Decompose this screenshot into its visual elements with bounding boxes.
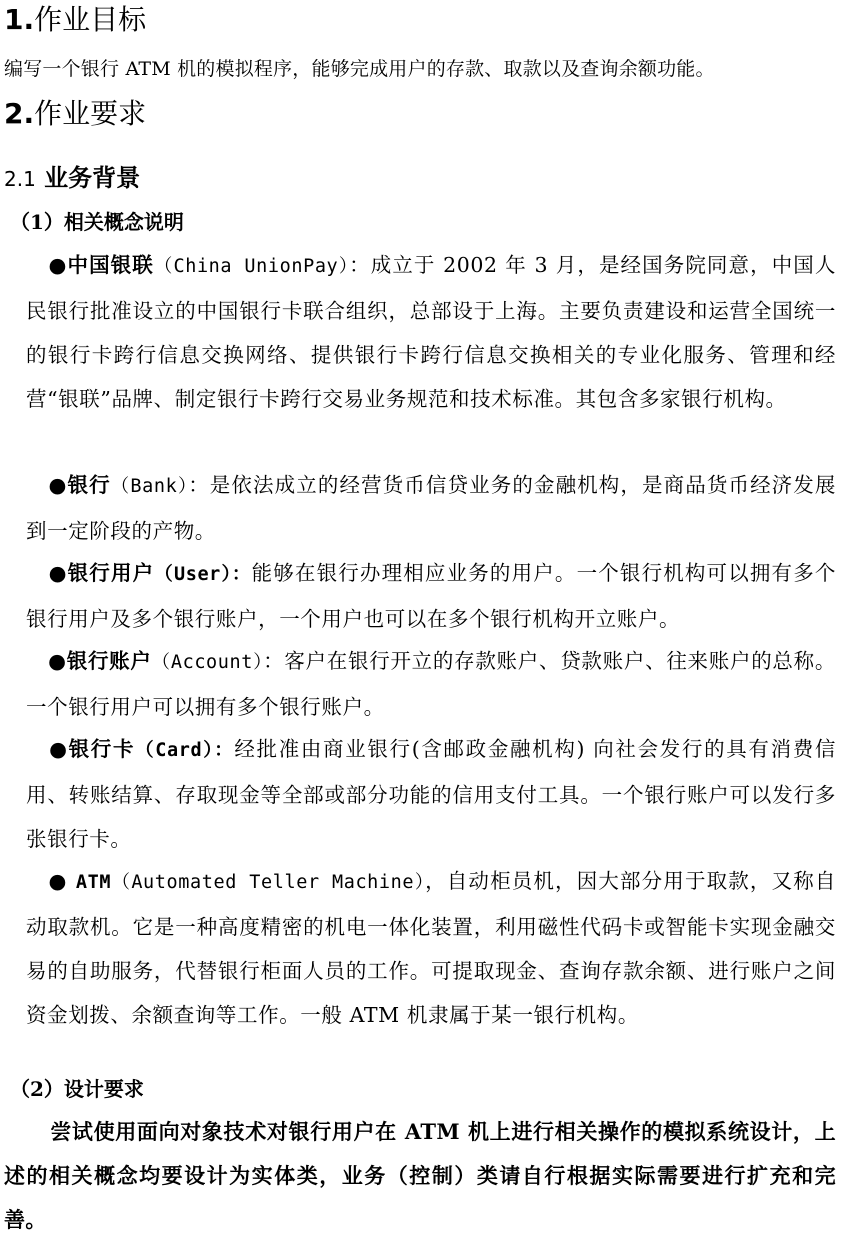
concept-term: 银行 xyxy=(67,473,111,497)
bullet-icon: ● xyxy=(48,737,69,761)
section-2-1-title: 业务背景 xyxy=(35,163,141,192)
section-2-1-heading xyxy=(4,162,140,195)
concept-description: ：成立于 2002 年 3 月，是经国务院同意，中国人民银行批准设立的中国银行卡联合组织，总部设于上海。主要负责建设和运营全国统一的银行卡跨行信息交换网络、提供银行卡跨行信息交换相关的专业化服务、管理和经营“银联”品牌、制定银行卡跨行交易业务规范和技术标准。其包含多家银行机构。 xyxy=(26,253,837,411)
concept-description: ：是依法成立的经营货币信贷业务的金融机构，是商品货币经济发展到一定阶段的产物。 xyxy=(26,473,837,543)
concept-english-name: （Account） xyxy=(151,652,264,673)
concept-term: 银行账户 xyxy=(66,649,152,673)
bullet-icon: ● xyxy=(48,561,68,585)
design-requirements-body: 尝试使用面向对象技术对银行用户在 ATM 机上进行相关操作的模拟系统设计，上述的相关概念均要设计为实体类，业务（控制）类请自行根据实际需要进行扩充和完善。 xyxy=(4,1119,836,1232)
section-2-1-number: 2.1 xyxy=(4,167,36,191)
concept-english-name: （Bank） xyxy=(110,476,189,497)
concept-user xyxy=(26,551,836,641)
section-1-number: 1. xyxy=(4,3,35,36)
concept-description: 能够在银行办理相应业务的用户。一个银行机构可以拥有多个银行用户及多个银行账户，一个用户也可以在多个银行机构开立账户。 xyxy=(26,561,836,631)
section-1-heading xyxy=(4,2,146,38)
concept-atm xyxy=(26,859,836,1037)
concept-description: ，自动柜员机，因大部分用于取款，又称自动取款机。它是一种高度精密的机电一体化装置，利用磁性代码卡或智能卡实现金融交易的自助服务，代替银行柜面人员的工作。可提取现金、查询存款余额、进行账户之间资金划拨、余额查询等工作。一般 ATM 机隶属于某一银行机构。 xyxy=(26,869,836,1027)
concept-unionpay xyxy=(26,243,836,421)
section-2-heading xyxy=(4,96,146,132)
concept-term: 中国银联 xyxy=(67,253,154,277)
concept-bank xyxy=(26,463,836,553)
concept-english-name: （China UnionPay） xyxy=(153,256,350,277)
concept-description: ：客户在银行开立的存款账户、贷款账户、往来账户的总称。一个银行用户可以拥有多个银行账户。 xyxy=(26,649,836,719)
concept-english-name: （Card）： xyxy=(135,740,235,761)
concept-english-name: （Automated Teller Machine） xyxy=(111,872,426,893)
bullet-icon: ● xyxy=(48,473,68,497)
design-requirements-text xyxy=(4,1110,836,1242)
section-2-title: 作业要求 xyxy=(34,97,147,130)
bullet-icon: ● xyxy=(48,253,68,277)
concept-english-name: （User）： xyxy=(154,564,252,585)
concept-term: 银行用户 xyxy=(67,561,155,585)
section-1-title: 作业目标 xyxy=(34,3,147,36)
concept-description: 经批准由商业银行(含邮政金融机构) 向社会发行的具有消费信用、转账结算、存取现金等全部或部分功能的信用支付工具。一个银行账户可以发行多张银行卡。 xyxy=(26,737,836,851)
concept-card xyxy=(26,727,836,861)
subsection-1-heading: （1）相关概念说明 xyxy=(10,210,184,234)
bullet-icon: ● xyxy=(48,649,67,673)
concept-account xyxy=(26,639,836,729)
bullet-icon: ● xyxy=(48,869,76,893)
subsection-2-heading: （2）设计要求 xyxy=(10,1077,144,1101)
concept-term: ATM xyxy=(75,872,112,893)
section-1-text: 编写一个银行 ATM 机的模拟程序，能够完成用户的存款、取款以及查询余额功能。 xyxy=(4,58,715,80)
section-2-number: 2. xyxy=(4,97,35,130)
concept-term: 银行卡 xyxy=(68,737,136,761)
